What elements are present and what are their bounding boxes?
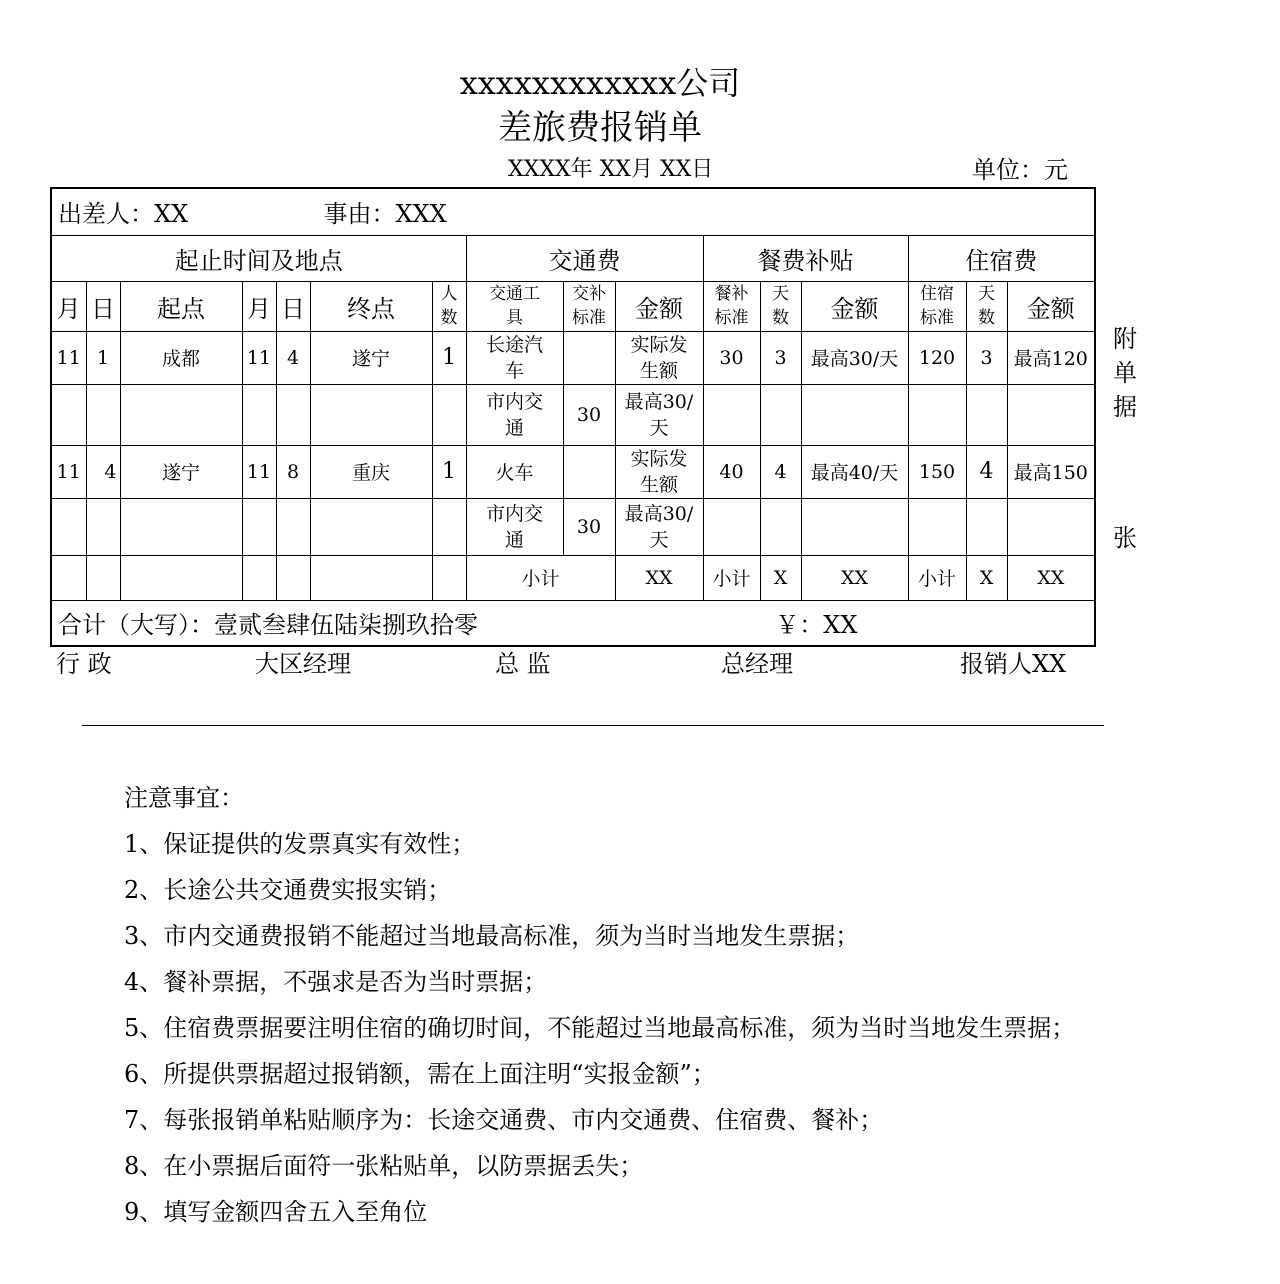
cell-meal-days[interactable] [760, 384, 801, 445]
cell-people[interactable]: 1 [432, 331, 466, 384]
divider [82, 725, 1104, 726]
cell-month[interactable]: 11 [51, 331, 86, 384]
lodging-subtotal-days[interactable]: X [966, 555, 1007, 600]
cell-transport-standard[interactable]: 30 [563, 384, 615, 445]
cell-day[interactable] [276, 498, 310, 555]
meal-subtotal-label: 小计 [703, 555, 760, 600]
table-row [51, 445, 1095, 498]
group-meal: 餐费补贴 [703, 235, 908, 281]
cell-vehicle[interactable]: 市内交 通 [466, 498, 563, 555]
cell-meal-days[interactable] [760, 498, 801, 555]
cell-meal-standard[interactable] [703, 384, 760, 445]
notes-section [124, 780, 1075, 1240]
sign-claimant[interactable]: 报销人XX [960, 650, 1067, 678]
cell-start[interactable]: 成都 [120, 331, 242, 384]
cell-day[interactable]: 1 [86, 331, 120, 384]
cell-month[interactable]: 11 [51, 445, 86, 498]
cell-transport-amount[interactable]: 实际发 生额 [615, 331, 703, 384]
form-date: XXXX年 XX月 XX日 [508, 157, 714, 182]
cell-end[interactable]: 重庆 [310, 445, 432, 498]
cell-people[interactable] [432, 555, 466, 600]
cell-transport-standard[interactable]: 30 [563, 498, 615, 555]
subtotal-row [51, 555, 1095, 600]
col-meal-amount: 金额 [801, 281, 908, 331]
note-item: 5、住宿费票据要注明住宿的确切时间，不能超过当地最高标准，须为当时当地发生票据； [124, 1014, 1076, 1042]
expense-table [50, 187, 1096, 647]
cell-day[interactable] [86, 555, 120, 600]
cell-end[interactable] [310, 498, 432, 555]
cell-transport-amount[interactable]: 实际发 生额 [615, 445, 703, 498]
cell-people[interactable] [432, 384, 466, 445]
lodging-subtotal-amount[interactable]: XX [1007, 555, 1095, 600]
sign-admin[interactable]: 行 政 [56, 650, 112, 678]
sign-director[interactable]: 总 监 [495, 650, 551, 678]
col-month: 月 [242, 281, 276, 331]
col-start: 起点 [120, 281, 242, 331]
cell-lodging-standard[interactable]: 120 [908, 331, 966, 384]
cell-lodging-amount[interactable] [1007, 498, 1095, 555]
cell-lodging-days[interactable] [966, 384, 1007, 445]
cell-day[interactable] [276, 555, 310, 600]
total-in-words[interactable]: 合计（大写）：壹贰叁肆伍陆柒捌玖拾零 [58, 611, 478, 640]
sign-general-manager[interactable]: 总经理 [721, 650, 793, 678]
cell-day[interactable] [86, 384, 120, 445]
col-transport-amount: 金额 [615, 281, 703, 331]
group-time-place: 起止时间及地点 [51, 235, 466, 281]
cell-lodging-days[interactable] [966, 498, 1007, 555]
cell-lodging-days[interactable]: 4 [966, 445, 1007, 498]
cell-end[interactable] [310, 384, 432, 445]
cell-lodging-amount[interactable]: 最高120 [1007, 331, 1095, 384]
col-month: 月 [51, 281, 86, 331]
currency-unit: 单位：元 [972, 156, 1068, 184]
cell-end[interactable]: 遂宁 [310, 331, 432, 384]
col-end: 终点 [310, 281, 432, 331]
table-row [51, 384, 1095, 445]
cell-transport-standard[interactable] [563, 331, 615, 384]
cell-start[interactable] [120, 555, 242, 600]
total-row [51, 600, 1095, 646]
note-item: 4、餐补票据，不强求是否为当时票据； [124, 968, 548, 996]
cell-lodging-amount[interactable] [1007, 384, 1095, 445]
cell-day[interactable]: 8 [276, 445, 310, 498]
cell-lodging-standard[interactable]: 150 [908, 445, 966, 498]
col-people: 人 数 [432, 281, 466, 331]
transport-subtotal-label: 小计 [466, 555, 615, 600]
cell-transport-amount[interactable]: 最高30/ 天 [615, 384, 703, 445]
cell-meal-days[interactable]: 4 [760, 445, 801, 498]
cell-meal-standard[interactable]: 30 [703, 331, 760, 384]
cell-lodging-standard[interactable] [908, 498, 966, 555]
cell-end[interactable] [310, 555, 432, 600]
cell-meal-amount[interactable]: 最高40/天 [801, 445, 908, 498]
col-day: 日 [86, 281, 120, 331]
note-item: 7、每张报销单粘贴顺序为：长途交通费、市内交通费、住宿费、餐补； [124, 1106, 884, 1134]
cell-month[interactable]: 11 [242, 331, 276, 384]
cell-lodging-amount[interactable]: 最高150 [1007, 445, 1095, 498]
col-lodging-days: 天 数 [966, 281, 1007, 331]
info-row [51, 188, 1095, 235]
table-row [51, 331, 1095, 384]
cell-meal-standard[interactable] [703, 498, 760, 555]
note-item: 1、保证提供的发票真实有效性； [124, 830, 476, 858]
cell-meal-days[interactable]: 3 [760, 331, 801, 384]
sign-region-manager[interactable]: 大区经理 [255, 650, 351, 678]
cell-month[interactable] [51, 498, 86, 555]
cell-start[interactable] [120, 498, 242, 555]
cell-day[interactable]: 4 [276, 331, 310, 384]
col-meal-standard: 餐补 标准 [703, 281, 760, 331]
cell-people[interactable] [432, 498, 466, 555]
cell-lodging-days[interactable]: 3 [966, 331, 1007, 384]
note-item: 9、填写金额四舍五入至角位 [124, 1198, 428, 1226]
col-meal-days: 天 数 [760, 281, 801, 331]
group-lodging: 住宿费 [908, 235, 1095, 281]
cell-day[interactable] [276, 384, 310, 445]
col-lodging-standard: 住宿 标准 [908, 281, 966, 331]
cell-day[interactable] [86, 498, 120, 555]
cell-meal-amount[interactable]: 最高30/天 [801, 331, 908, 384]
cell-vehicle[interactable]: 市内交 通 [466, 384, 563, 445]
attachment-label: 附单据 [1113, 325, 1137, 421]
total-amount[interactable]: ￥：XX [775, 611, 858, 640]
col-day: 日 [276, 281, 310, 331]
note-item: 8、在小票据后面符一张粘贴单，以防票据丢失； [124, 1152, 644, 1180]
col-transport-standard: 交补 标准 [563, 281, 615, 331]
cell-meal-amount[interactable] [801, 498, 908, 555]
group-transport: 交通费 [466, 235, 703, 281]
total-cell [51, 600, 1095, 646]
cell-meal-amount[interactable] [801, 384, 908, 445]
cell-start[interactable] [120, 384, 242, 445]
cell-month[interactable] [51, 555, 86, 600]
company-name: xxxxxxxxxxxx公司 [459, 64, 741, 102]
cell-lodging-standard[interactable] [908, 384, 966, 445]
cell-vehicle[interactable]: 长途汽 车 [466, 331, 563, 384]
cell-month[interactable] [242, 384, 276, 445]
col-vehicle: 交通工 具 [466, 281, 563, 331]
note-item: 2、长途公共交通费实报实销； [124, 876, 452, 904]
cell-people[interactable]: 1 [432, 445, 466, 498]
cell-transport-amount[interactable]: 最高30/ 天 [615, 498, 703, 555]
notes-heading: 注意事宜： [124, 784, 244, 812]
cell-month[interactable]: 11 [242, 445, 276, 498]
traveler-field[interactable]: 出差人：XX [58, 200, 189, 229]
form-title: 差旅费报销单 [498, 108, 702, 148]
note-item: 3、市内交通费报销不能超过当地最高标准，须为当时当地发生票据； [124, 922, 860, 950]
reason-field[interactable]: 事由：XXX [323, 200, 447, 229]
cell-transport-standard[interactable] [563, 445, 615, 498]
lodging-subtotal-label: 小计 [908, 555, 966, 600]
meal-subtotal-amount[interactable]: XX [801, 555, 908, 600]
transport-subtotal-amount[interactable]: XX [615, 555, 703, 600]
cell-vehicle[interactable]: 火车 [466, 445, 563, 498]
cell-start[interactable]: 遂宁 [120, 445, 242, 498]
cell-month[interactable] [242, 498, 276, 555]
meal-subtotal-days[interactable]: X [760, 555, 801, 600]
cell-month[interactable] [242, 555, 276, 600]
attachment-count-unit: 张 [1113, 524, 1137, 552]
col-lodging-amount: 金额 [1007, 281, 1095, 331]
note-item: 6、所提供票据超过报销额，需在上面注明“实报金额”； [124, 1060, 716, 1088]
cell-day[interactable]: 4 [86, 445, 120, 498]
cell-meal-standard[interactable]: 40 [703, 445, 760, 498]
table-row [51, 498, 1095, 555]
cell-month[interactable] [51, 384, 86, 445]
